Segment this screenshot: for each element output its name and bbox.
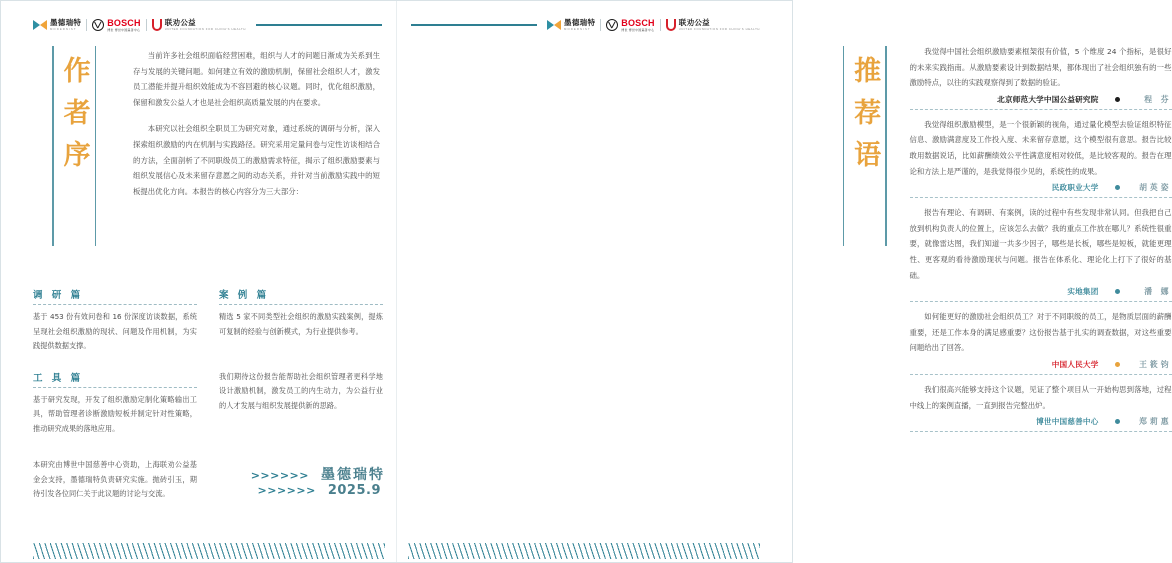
modernist-bowtie-icon — [33, 20, 47, 30]
section-rule-1 — [219, 304, 383, 305]
testimonial-org-1: 民政职业大学 — [1051, 183, 1099, 193]
testimonial-attribution-3 — [910, 359, 1172, 374]
modernist-bowtie-icon-right — [547, 20, 561, 30]
closing-note: 本研究由博世中国慈善中心资助，上海联劝公益基金会支持，墨德瑞特负责研究实施。抛砖引玉，期待引发各位同仁关于此议题的讨论与交流。 — [33, 460, 197, 498]
lianquan-logo-cn: 联劝公益 — [164, 18, 196, 28]
testimonial-item — [910, 382, 1172, 432]
modernist-logo-text-right — [564, 19, 595, 30]
testimonial-person-2: 潘 娜 — [1144, 287, 1172, 297]
section-title-2: 工 具 篇 — [33, 372, 84, 384]
section-title-1: 案 例 篇 — [219, 290, 270, 301]
page-border-right — [792, 0, 793, 563]
testimonial-dot-icon-3 — [1115, 362, 1120, 367]
section-body-3: 我们期待这份报告能帮助社会组织管理者更科学地设计激励机制，激发员工的内生动力，为公益行业的人才发展与组织发展提供新的思路。 — [219, 371, 383, 410]
section-body-0: 基于 453 份有效问卷和 16 份深度访谈数据，系统呈现社会组织激励的现状、问题及作用机制，为实践提供数据支撑。 — [33, 312, 197, 350]
logo-divider-1 — [86, 19, 87, 31]
bosch-logo-text-right — [621, 19, 655, 32]
testimonial-attribution-0 — [910, 94, 1172, 109]
signature-block — [210, 468, 385, 497]
testimonial-dot-icon-2 — [1115, 289, 1120, 294]
modernist-logo-en: MODERNIST — [50, 26, 77, 31]
modernist-logo — [33, 19, 81, 30]
signature-row-name — [210, 468, 385, 482]
testimonial-rule-2 — [910, 301, 1172, 302]
recommendation-title: 推荐语 — [849, 56, 881, 182]
testimonial-rule-4 — [910, 431, 1172, 432]
recommendation-title-block — [843, 46, 887, 246]
lianquan-logo-text — [165, 19, 246, 30]
preface-paragraph-1: 当前许多社会组织面临经营困难，组织与人才的问题日渐成为关系到生存与发展的关键问题。如何建立有效的激励机制，保留社会组织人才，激发员工潜能并提升组织效能成为不容回避的核心议题。同时，优化组织激励，保留和激发公益人才也是社会组织高质量发展的内在要求。 — [133, 51, 380, 107]
logo-cluster-right — [547, 17, 760, 33]
logo-divider-1-right — [600, 19, 601, 31]
testimonial-dot-icon-0 — [1115, 97, 1120, 102]
logo-cluster-left — [33, 17, 246, 33]
signature-arrows-top: >>>>>> — [250, 469, 309, 482]
footer-hatch-band — [0, 543, 793, 559]
testimonial-rule-3 — [910, 374, 1172, 375]
testimonial-item — [910, 205, 1172, 302]
signature-author: 墨德瑞特 — [321, 467, 385, 483]
testimonial-person-4: 郑莉惠 — [1139, 417, 1172, 427]
bosch-logo-sub: 博世 博世中国慈善中心 — [107, 27, 141, 32]
section-body-1: 精选 5 家不同类型社会组织的激励实践案例，提炼可复制的经验与创新模式，为行业提供参考。 — [219, 312, 383, 336]
lianquan-logo-en-right: UNITED FOUNDATION FOR CHINA'S HEALTH — [678, 26, 760, 31]
lianquan-logo-text-right — [679, 19, 760, 30]
testimonial-text-2: 报告有理论、有调研、有案例，读的过程中有些发现非常认同。但我把自己放到机构负责人的位置上，应该怎么去做？我的重点工作放在哪儿？系统性很重要，就像雷达图，我们知道一共多少因子，哪些是长板，哪些是短板，就能更理性、更客观的看待激励现状与问题。报告在体系化、理论化上打下了很好的基础。 — [909, 208, 1172, 280]
modernist-logo-en-right: MODERNIST — [564, 26, 591, 31]
bosch-logo-right — [606, 19, 655, 32]
lianquan-u-icon-right — [666, 19, 676, 31]
author-preface-body — [133, 48, 380, 210]
left-page — [0, 0, 397, 563]
section-gongjupian — [33, 370, 197, 437]
testimonial-org-3: 中国人民大学 — [1051, 359, 1099, 369]
bosch-armature-icon — [92, 19, 104, 31]
modernist-logo-text — [50, 19, 81, 30]
testimonial-text-0: 我觉得中国社会组织激励要素框架很有价值，5 个维度 24 个指标，是很好的未来实践指南。从激励要素设计到数据结果，都体现出了社会组织独有的一些激励特点，以往的实践观察得到了数据的验证。 — [909, 47, 1172, 88]
testimonial-text-4: 我们很高兴能够支持这个议题，见证了整个项目从一开始构思到落地，过程中线上的案例直播，一直到报告完整出炉。 — [909, 384, 1172, 410]
lianquan-logo — [152, 19, 246, 31]
testimonial-text-1: 我觉得组织激励模型，是一个很新颖的视角，通过量化模型去验证组织特征信息、激励满意度及工作投入度、未来留存意愿，这个模型很有意思。报告比较敢用数据说话，比如薪酬绩效公平性满意度相对较低，是比较客观的。报告在理论和方法上是严谨的，是我觉得很少见的，系统性的成果。 — [909, 119, 1172, 176]
right-page-header — [411, 17, 761, 33]
footer-hatch-left — [33, 543, 385, 559]
author-preface-title-block — [52, 46, 96, 246]
testimonial-org-2: 实地集团 — [1067, 287, 1099, 297]
logo-divider-2 — [146, 19, 147, 31]
bosch-armature-icon-right — [606, 19, 618, 31]
logo-divider-2-right — [660, 19, 661, 31]
section-title-0: 调 研 篇 — [33, 290, 84, 301]
section-rule-2 — [33, 387, 197, 388]
left-page-header — [33, 17, 382, 33]
page-border-left — [0, 0, 1, 563]
lianquan-u-icon — [152, 19, 162, 31]
modernist-logo-cn: 墨德瑞特 — [50, 18, 82, 28]
lianquan-logo-en: UNITED FOUNDATION FOR CHINA'S HEALTH — [164, 26, 246, 31]
testimonial-dot-icon-4 — [1115, 419, 1120, 424]
testimonial-item — [910, 117, 1172, 198]
signature-date: 2025.9 — [327, 483, 381, 498]
bosch-logo-sub-right: 博世 博世中国慈善中心 — [621, 27, 655, 32]
testimonial-rule-1 — [910, 197, 1172, 198]
header-rule-right — [411, 24, 538, 25]
bosch-logo-text — [107, 19, 141, 32]
testimonial-item — [910, 309, 1172, 375]
author-preface-title: 作者序 — [58, 56, 90, 182]
bosch-logo-name-right: BOSCH — [621, 17, 655, 28]
section-rule-0 — [33, 304, 197, 305]
report-sections — [33, 287, 383, 452]
preface-paragraph-2: 本研究以社会组织全职员工为研究对象，通过系统的调研与分析，深入探索组织激励的内在机制与实践路径。研究采用定量问卷与定性访谈相结合的方法，全面剖析了不同职级员工的激励需求特征，揭示了组织激励要素与组织发展信心及未来留存意愿之间的动态关系，并针对当前激励实践中的短板提出优化方向。本报告的核心内容分为三大部分： — [133, 124, 380, 196]
section-expectation — [219, 370, 383, 437]
testimonial-item — [910, 44, 1172, 110]
testimonial-rule-0 — [910, 109, 1172, 110]
testimonial-dot-icon-1 — [1115, 185, 1120, 190]
bosch-logo — [92, 19, 141, 32]
signature-row-date — [210, 484, 385, 497]
right-page — [397, 0, 1172, 563]
testimonial-text-3: 如何能更好的激励社会组织员工？对于不同职级的员工，是物质层面的薪酬重要，还是工作本身的满足感重要？这份报告基于扎实的调查数据，对这些重要问题给出了回答。 — [909, 312, 1172, 353]
title-bar-right — [95, 46, 97, 246]
rec-title-bar-right — [885, 46, 887, 246]
lianquan-logo-right — [666, 19, 760, 31]
testimonial-attribution-1 — [910, 182, 1172, 197]
testimonial-attribution-2 — [910, 286, 1172, 301]
signature-arrows-bottom: >>>>>> — [257, 484, 316, 497]
modernist-logo-right — [547, 19, 595, 30]
testimonial-person-1: 胡英姿 — [1139, 183, 1172, 193]
lianquan-logo-cn-right: 联劝公益 — [678, 18, 710, 28]
header-rule-left — [256, 24, 382, 25]
section-diaoyanpian — [33, 287, 197, 354]
section-body-2: 基于研究发现，开发了组织激励定制化策略输出工具，帮助管理者诊断激励短板并制定针对性策略，推动研究成果的落地应用。 — [33, 394, 197, 433]
footer-hatch-right — [408, 543, 760, 559]
section-anlipian — [219, 287, 383, 354]
page-border-top — [0, 0, 793, 1]
testimonial-org-0: 北京师范大学中国公益研究院 — [997, 94, 1099, 104]
testimonial-person-0: 程 芬 — [1144, 94, 1172, 104]
testimonial-org-4: 博世中国慈善中心 — [1036, 417, 1099, 427]
testimonial-list — [910, 44, 1172, 439]
testimonial-attribution-4 — [910, 416, 1172, 431]
bosch-logo-name: BOSCH — [107, 17, 141, 28]
modernist-logo-cn-right: 墨德瑞特 — [564, 18, 596, 28]
testimonial-person-3: 王筱钧 — [1139, 359, 1172, 369]
